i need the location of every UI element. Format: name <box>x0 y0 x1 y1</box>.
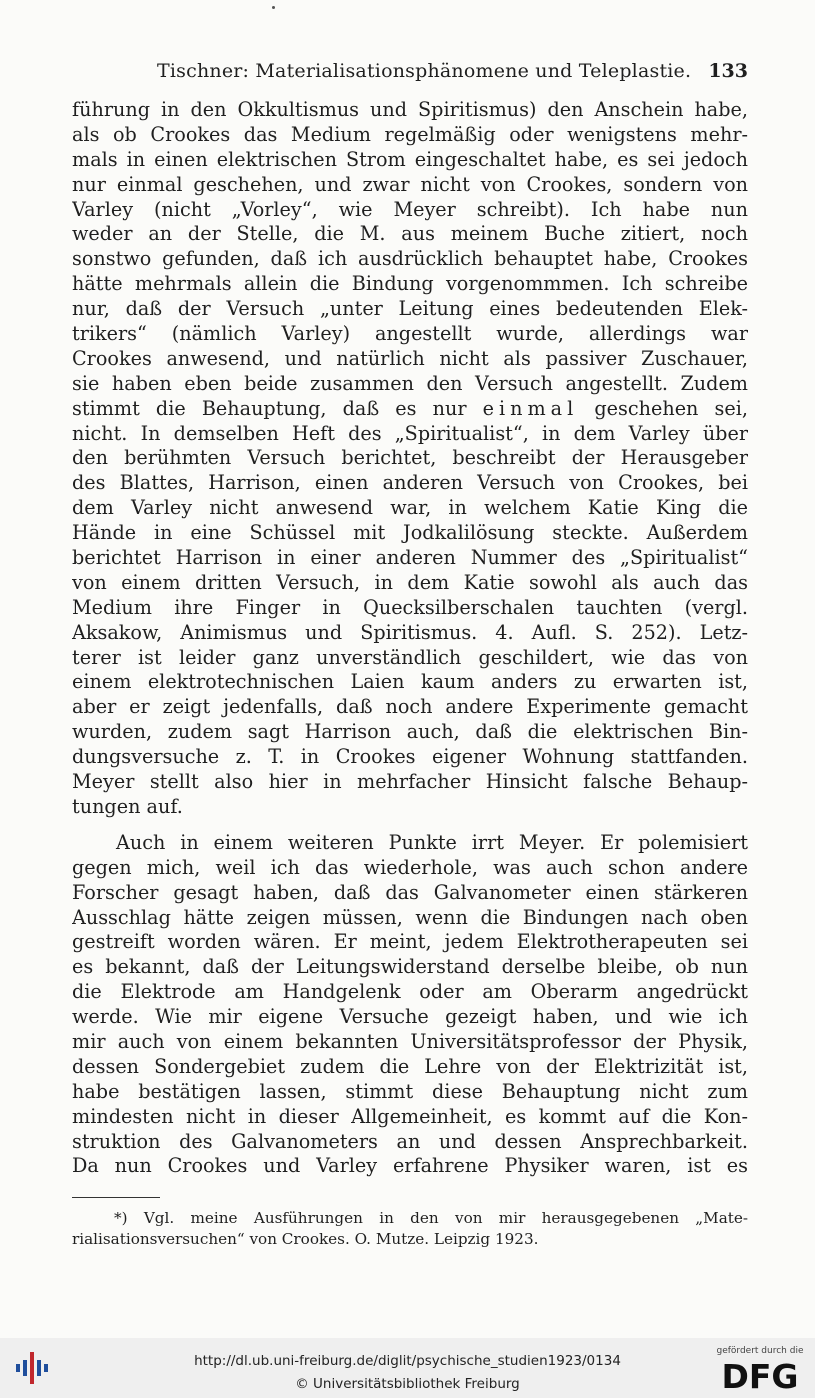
text-line: Forscher gesagt haben, daß das Galvanometer einen stärkeren <box>72 880 748 904</box>
paragraph-gap <box>72 820 748 831</box>
dfg-caption: gefördert durch die <box>716 1346 804 1356</box>
dfg-logo <box>715 1357 805 1393</box>
text-line: nur, daß der Versuch „unter Leitung eines bedeutenden Elek- <box>72 297 748 321</box>
page-number: 133 <box>708 60 748 82</box>
text-line: Da nun Crookes und Varley erfahrene Physiker waren, ist es <box>72 1154 748 1178</box>
text-line: sie haben eben beide zusammen den Versuch angestellt. Zudem <box>72 371 748 395</box>
text-line: sonstwo gefunden, daß ich ausdrücklich behauptet habe, Crookes <box>72 247 748 271</box>
text-line: die Elektrode am Handgelenk oder am Oberarm angedrückt <box>72 980 748 1004</box>
text-line: mals in einen elektrischen Strom eingeschaltet habe, es sei jedoch <box>72 147 748 171</box>
text-line: den berühmten Versuch berichtet, beschreibt der Herausgeber <box>72 446 748 470</box>
body-text <box>72 98 748 1179</box>
copyright-notice: © Universitätsbibliothek Freiburg <box>295 1376 520 1392</box>
text-line: Crookes anwesend, und natürlich nicht als passiver Zuschauer, <box>72 346 748 370</box>
text-line: es bekannt, daß der Leitungswiderstand derselbe bleibe, ob nun <box>72 955 748 979</box>
line-start: stimmt die Behauptung, daß es nur <box>72 396 467 420</box>
text-line: aber er zeigt jedenfalls, daß noch andere Experimente gemacht <box>72 695 748 719</box>
text-line: nur einmal geschehen, und zwar nicht von Crookes, sondern von <box>72 172 748 196</box>
text-line: terer ist leider ganz unverständlich geschildert, wie das von <box>72 645 748 669</box>
text-line: berichtet Harrison in einer anderen Nummer des „Spiritualist“ <box>72 546 748 570</box>
text-line: Medium ihre Finger in Quecksilberschalen tauchten (vergl. <box>72 595 748 619</box>
line-end: geschehen sei, <box>594 396 748 420</box>
text-line: weder an der Stelle, die M. aus meinem Buche zitiert, noch <box>72 222 748 246</box>
text-line: dem Varley nicht anwesend war, in welchem Katie King die <box>72 496 748 520</box>
text-line: einem elektrotechnischen Laien kaum anders zu erwarten ist, <box>72 670 748 694</box>
footnote-rule <box>72 1197 160 1198</box>
footnote-line: rialisationsversuchen“ von Crookes. O. Mutze. Leipzig 1923. <box>72 1230 539 1248</box>
text-line: wurden, zudem sagt Harrison auch, daß die elektrischen Bin- <box>72 720 748 744</box>
text-line: trikers“ (nämlich Varley) angestellt wurde, allerdings war <box>72 322 748 346</box>
text-line: tungen auf. <box>72 794 183 818</box>
running-title: Tischner: Materialisationsphänomene und Teleplastie. <box>157 60 692 82</box>
text-line: Meyer stellt also hier in mehrfacher Hinsicht falsche Behaup- <box>72 770 748 794</box>
text-line: mindesten nicht in dieser Allgemeinheit, es kommt auf die Kon- <box>72 1104 748 1128</box>
text-line: von einem dritten Versuch, in dem Katie sowohl als auch das <box>72 570 748 594</box>
text-line: als ob Crookes das Medium regelmäßig oder wenigstens mehr- <box>72 122 748 146</box>
text-line: mir auch von einem bekannten Universitätsprofessor der Physik, <box>72 1029 748 1053</box>
scan-speck <box>272 6 275 9</box>
spaced-emphasis: einmal <box>482 396 579 420</box>
text-line-emphasis <box>72 397 748 422</box>
running-head <box>72 58 748 88</box>
text-line: werde. Wie mir eigene Versuche gezeigt haben, und wie ich <box>72 1005 748 1029</box>
dfg-logo-text: DFG <box>721 1357 799 1393</box>
viewer-footer <box>0 1338 815 1398</box>
text-line: führung in den Okkultismus und Spiritismus) den Anschein habe, <box>72 98 748 121</box>
footnote <box>72 1208 748 1250</box>
text-line: nicht. In demselben Heft des „Spiritualist“, in dem Varley über <box>72 421 748 445</box>
text-line: des Blattes, Harrison, einen anderen Versuch von Crookes, bei <box>72 471 748 495</box>
text-line: gegen mich, weil ich das wiederhole, was auch schon andere <box>72 855 748 879</box>
text-line: gestreift worden wären. Er meint, jedem Elektrotherapeuten sei <box>72 930 748 954</box>
text-line: Ausschlag hätte zeigen müssen, wenn die Bindungen nach oben <box>72 905 748 929</box>
text-line: hätte mehrmals allein die Bindung vorgenommmen. Ich schreibe <box>72 272 748 296</box>
text-line: struktion des Galvanometers an und dessen Ansprechbarkeit. <box>72 1129 748 1153</box>
text-line: Varley (nicht „Vorley“, wie Meyer schreibt). Ich habe nun <box>72 197 748 221</box>
footnote-line: *) Vgl. meine Ausführungen in den von mir herausgegebenen „Mate- <box>114 1209 748 1227</box>
text-line: Aksakow, Animismus und Spiritismus. 4. Aufl. S. 252). Letz- <box>72 620 748 644</box>
text-line: Hände in eine Schüssel mit Jodkalilösung steckte. Außerdem <box>72 521 748 545</box>
text-line: dessen Sondergebiet zudem die Lehre von der Elektrizität ist, <box>72 1054 748 1078</box>
permalink-url[interactable]: http://dl.ub.uni-freiburg.de/diglit/psychische_studien1923/0134 <box>194 1353 621 1369</box>
text-line: dungsversuche z. T. in Crookes eigener Wohnung stattfanden. <box>72 745 748 769</box>
text-line: Auch in einem weiteren Punkte irrt Meyer. Er polemisiert <box>116 830 748 854</box>
text-line: habe bestätigen lassen, stimmt diese Behauptung nicht zum <box>72 1079 748 1103</box>
